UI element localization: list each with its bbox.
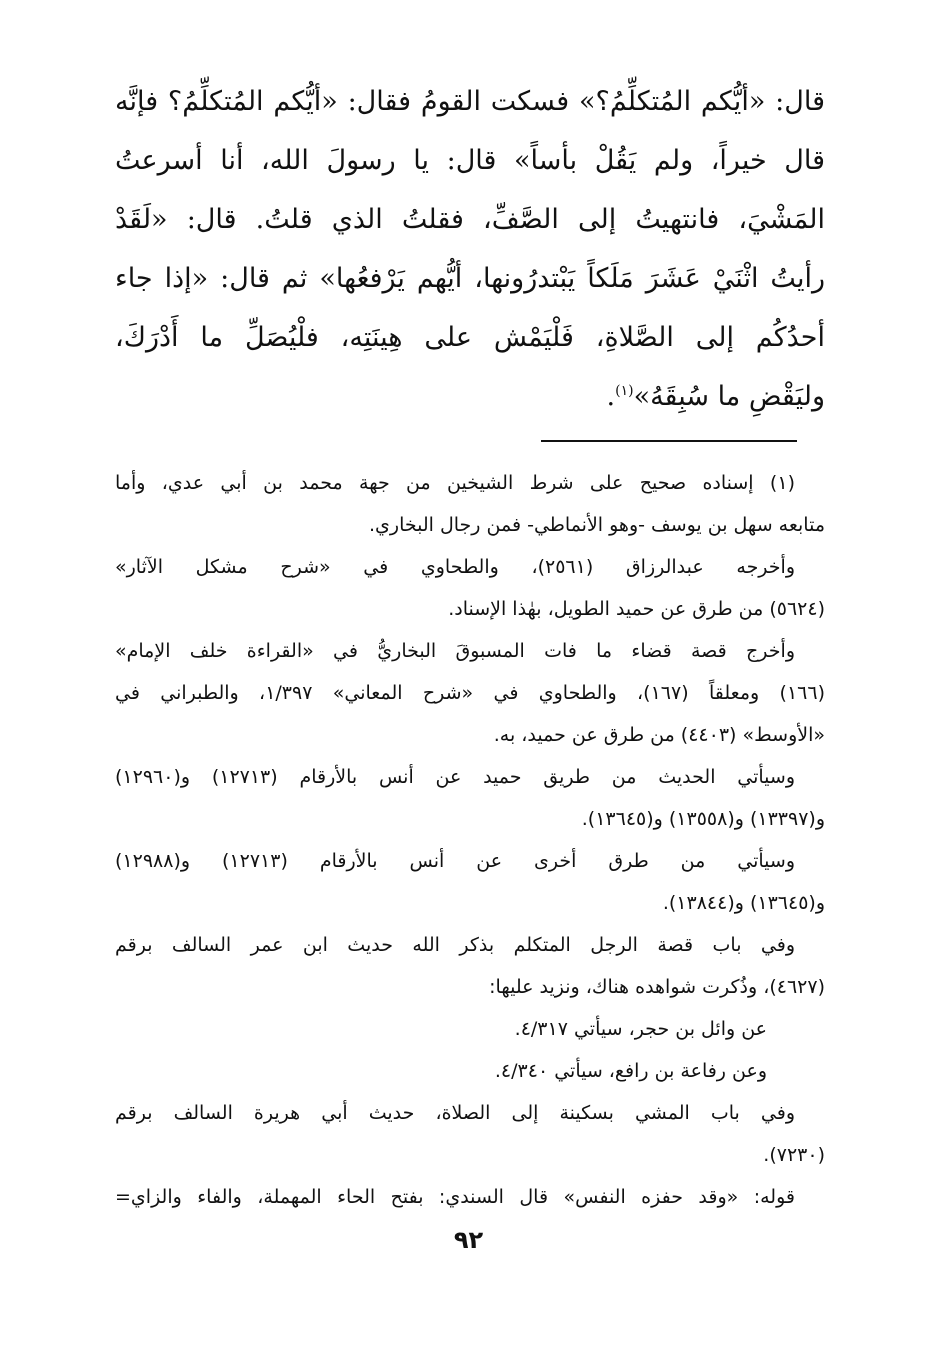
footnote-line: (٤٦٢٧)، وذُكرت شواهده هناك، ونزيد عليها: (489, 976, 825, 998)
footnote-line: وسيأتي من طرق أخرى عن أنس بالأرقام (١٢٧١٣) و(١٢٩٨٨) (115, 850, 795, 872)
main-text-line: قال خيراً، ولم يَقُلْ بأساً» قال: يا رسولَ الله، أنا أسرعتُ (115, 145, 825, 176)
main-text-line: المَشْيَ، فانتهيتُ إلى الصَّفِّ، فقلتُ الذي قلتُ. قال: «لَقَدْ (115, 204, 825, 235)
footnote-line: (١٦٦) ومعلقاً (١٦٧)، والطحاوي في «شرح المعاني» ١/٣٩٧، والطبراني في (115, 682, 825, 704)
main-text-line: رأيتُ اثْنَيْ عَشَرَ مَلَكاً يَبْتدرُونها، أيُّهم يَرْفعُها» ثم قال: «إذا جاء (115, 263, 825, 294)
footnote-marker[interactable]: (١) (615, 383, 634, 399)
footnote-line: متابعه سهل بن يوسف -وهو الأنماطي- فمن رجال البخاري. (368, 514, 825, 536)
footnote-line: و(١٣٦٤٥) و(١٣٨٤٤). (662, 892, 825, 914)
footnote-line: و(١٣٣٩٧) و(١٣٥٥٨) و(١٣٦٤٥). (581, 808, 825, 830)
main-text-line: أحدُكُم إلى الصَّلاةِ، فَلْيَمْش على هِينَتِه، فلْيُصَلِّ ما أَدْرَكَ، (115, 322, 825, 353)
end-punctuation: . (606, 381, 616, 412)
footnote-line: وفي باب المشي بسكينة إلى الصلاة، حديث أبي هريرة السالف برقم (115, 1102, 795, 1124)
footnotes (115, 462, 825, 1218)
main-text-line: قال: «أيُّكم المُتكلِّمُ؟» فسكت القومُ فقال: «أيُّكم المُتكلِّمُ؟ فإنَّه (115, 86, 825, 117)
footnote-line: وعن رفاعة بن رافع، سيأتي ٤/٣٤٠. (494, 1060, 767, 1082)
footnote-line: وسيأتي الحديث من طريق حميد عن أنس بالأرقام (١٢٧١٣) و(١٢٩٦٠) (115, 766, 795, 788)
footnote-line: (٧٢٣٠). (763, 1144, 825, 1166)
footnote-separator (541, 440, 797, 442)
footnote-line: وأخرج قصة قضاء ما فات المسبوقَ البخاريُّ في «القراءة خلف الإمام» (115, 640, 795, 662)
footnote-line: وفي باب قصة الرجل المتكلم بذكر الله حديث ابن عمر السالف برقم (115, 934, 795, 956)
footnote-line: (٥٦٢٤) من طرق عن حميد الطويل، بهٰذا الإسناد. (448, 598, 825, 620)
footnote-line: (١) إسناده صحيح على شرط الشيخين من جهة محمد بن أبي عدي، وأما (115, 472, 795, 494)
main-text-last-line (115, 367, 825, 426)
footnote-line: «الأوسط» (٤٤٠٣) من طرق عن حميد، به. (493, 724, 825, 746)
page-number: ٩٢ (453, 1226, 484, 1254)
footnote-line: قوله: «وقد حفزه النفس» قال السندي: بفتح الحاء المهملة، والفاء والزاي= (115, 1186, 795, 1208)
footnote-line: عن وائل بن حجر، سيأتي ٤/٣١٧. (514, 1018, 767, 1040)
main-text (115, 72, 825, 426)
main-text-line-text: وليَقْضِ ما سُبِقَهُ» (633, 381, 825, 412)
footnote-line: وأخرجه عبدالرزاق (٢٥٦١)، والطحاوي في «شرح مشكل الآثار» (115, 556, 795, 578)
